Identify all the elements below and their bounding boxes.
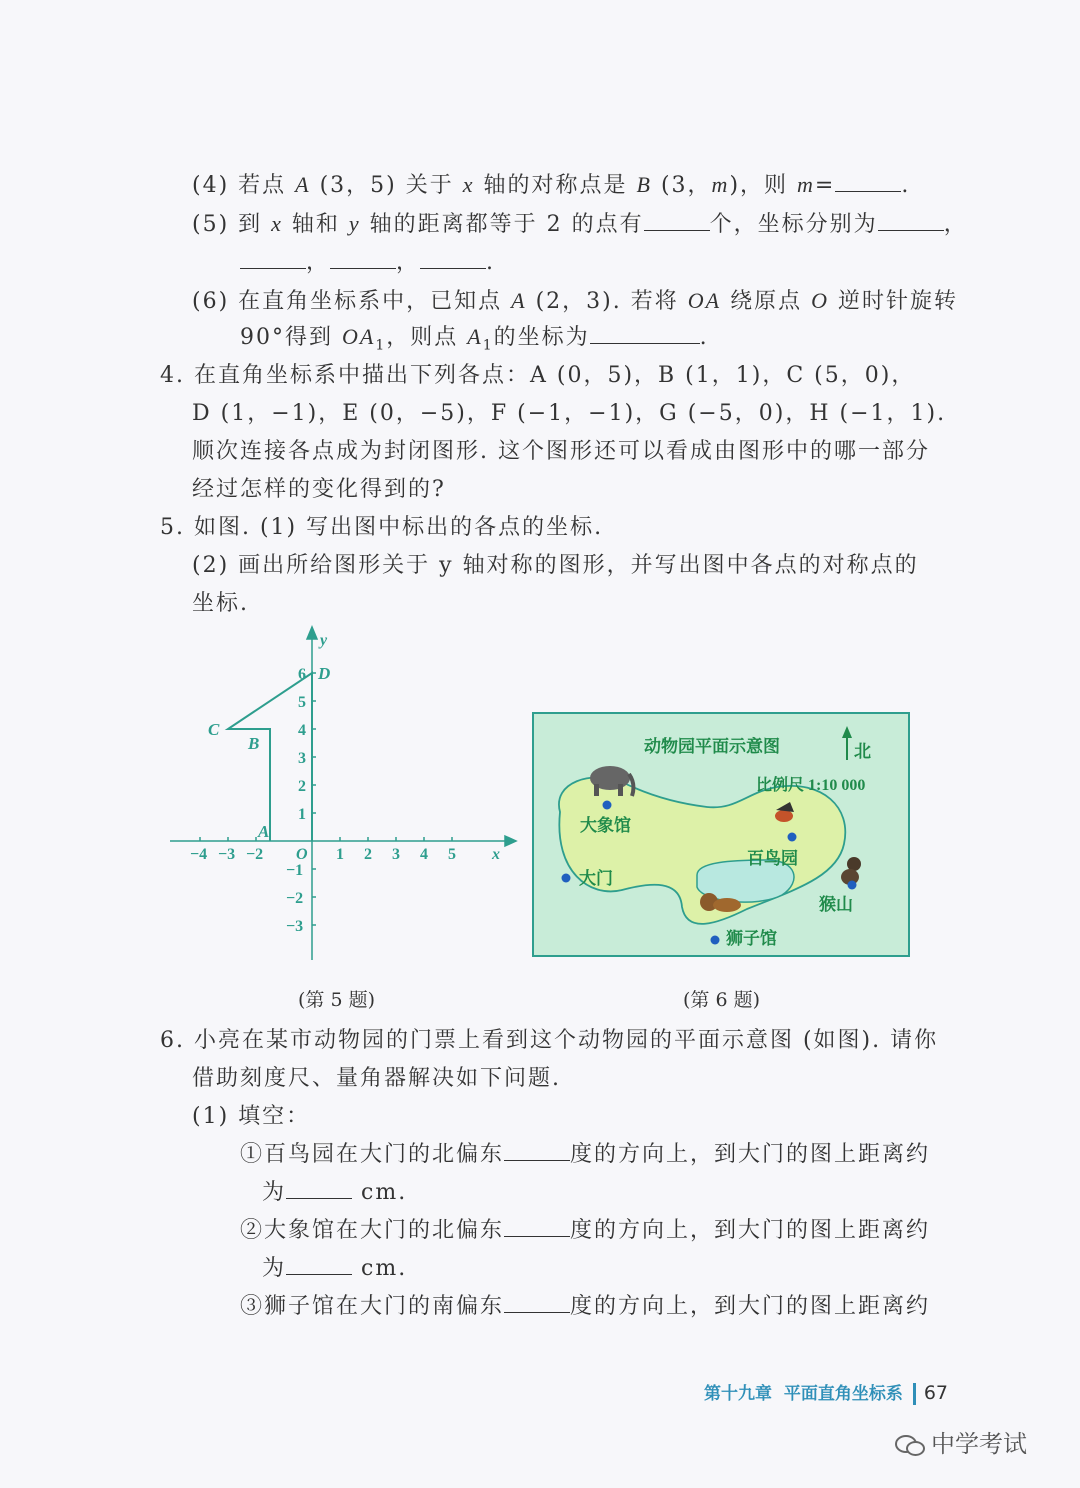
x-tick-label: 1 <box>336 846 344 863</box>
y-axis-label: y <box>320 632 328 649</box>
page-footer <box>704 1379 948 1405</box>
answer-blank[interactable] <box>504 1294 570 1313</box>
lion-house-marker <box>711 936 720 945</box>
tick-labels <box>190 666 456 935</box>
answer-blank[interactable] <box>590 325 700 344</box>
answer-blank[interactable] <box>835 173 901 192</box>
main-gate-label: 大门 <box>579 869 613 888</box>
x-tick-label: −4 <box>190 846 208 863</box>
y-tick-label: 3 <box>298 750 306 767</box>
lion-house-label: 狮子馆 <box>726 929 777 948</box>
answer-blank[interactable] <box>286 1180 352 1199</box>
q5-line2: (2) 画出所给图形关于 y 轴对称的图形，并写出图中各点的对称点的 <box>192 553 919 578</box>
y-tick-label: 6 <box>298 666 306 683</box>
answer-blank[interactable] <box>878 212 944 231</box>
chapter-label: 第十九章 <box>704 1384 772 1404</box>
figure6-caption: (第 6 题) <box>683 989 760 1011</box>
x-tick-label: 5 <box>448 846 456 863</box>
q3-part5: (5) 到 x 轴和 y 轴的距离都等于 2 的点有 个，坐标分别为 ， <box>192 211 968 237</box>
point-label-b: B <box>248 734 260 753</box>
q3-part5-line2: ， ， . <box>240 250 495 276</box>
q6-line2: 借助刻度尺、量角器解决如下问题. <box>192 1066 561 1091</box>
x-axis-arrow <box>505 836 516 846</box>
answer-blank[interactable] <box>240 250 306 269</box>
y-tick-label: 5 <box>298 694 306 711</box>
q6-line3: (1) 填空： <box>192 1104 311 1129</box>
y-tick-label: −3 <box>286 918 304 935</box>
q3-part6: (6) 在直角坐标系中，已知点 A (2，3). 若将 OA 绕原点 O 逆时针旋转 <box>192 288 958 314</box>
y-tick-label: 4 <box>298 722 306 739</box>
monkey-hill-label: 猴山 <box>819 895 853 914</box>
answer-blank[interactable] <box>504 1142 570 1161</box>
x-axis-label: x <box>492 846 500 863</box>
q4-line3: 顺次连接各点成为封闭图形. 这个图形还可以看成由图形中的哪一部分 <box>192 439 930 464</box>
watermark-text: 中学考试 <box>931 1430 1027 1458</box>
watermark <box>895 1424 1027 1459</box>
origin-label: O <box>296 846 308 863</box>
y-tick-label: 2 <box>298 778 306 795</box>
x-tick-label: 3 <box>392 846 400 863</box>
x-tick-label: 4 <box>420 846 428 863</box>
bird-garden-label: 百鸟园 <box>747 849 798 868</box>
q4-line1: 4. 在直角坐标系中描出下列各点：A (0，5)，B (1，1)，C (5，0)， <box>160 363 916 388</box>
elephant-house-marker <box>603 801 612 810</box>
figure5-caption: (第 5 题) <box>298 989 375 1011</box>
y-axis-arrow <box>307 627 317 639</box>
q6-line1: 6. 小亮在某市动物园的门票上看到这个动物园的平面示意图 (如图). 请你 <box>160 1028 939 1053</box>
main-gate-marker <box>562 874 571 883</box>
figure5-coordinate-plane <box>160 625 520 970</box>
x-tick-label: −3 <box>218 846 236 863</box>
x-tick-label: 2 <box>364 846 372 863</box>
q3-part4: (4) 若点 A (3，5) 关于 x 轴的对称点是 B (3，m)，则 m= . <box>192 172 911 198</box>
elephant-house-label: 大象馆 <box>580 816 631 835</box>
footer-divider <box>913 1383 916 1405</box>
x-tick-marks <box>200 673 452 925</box>
point-label-a: A <box>258 822 270 841</box>
q5-line3: 坐标. <box>192 591 249 616</box>
q4-line4: 经过怎样的变化得到的? <box>192 477 446 502</box>
q5-line1: 5. 如图. (1) 写出图中标出的各点的坐标. <box>160 515 604 540</box>
q6-item1-line2: 为 cm. <box>262 1180 408 1205</box>
monkey-hill-marker <box>848 881 857 890</box>
figure6-zoo-map <box>532 712 912 958</box>
answer-blank[interactable] <box>330 250 396 269</box>
x-tick-label: −2 <box>246 846 264 863</box>
answer-blank[interactable] <box>420 250 486 269</box>
answer-blank[interactable] <box>644 212 710 231</box>
y-tick-label: −2 <box>286 890 304 907</box>
q3-part6-line2: 90°得到 $OA_1$，则点 $A_1$的坐标为 . <box>240 324 709 354</box>
scale-label: 比例尺 1:10 000 <box>756 777 866 794</box>
q6-item2-line2: 为 cm. <box>262 1256 408 1281</box>
bird-garden-marker <box>788 833 797 842</box>
point-label-d: D <box>318 664 331 683</box>
north-label: 北 <box>854 742 871 761</box>
wechat-icon <box>895 1435 925 1455</box>
q6-item1: ①百鸟园在大门的北偏东 度的方向上，到大门的图上距离约 <box>240 1142 931 1167</box>
answer-blank[interactable] <box>286 1256 352 1275</box>
y-tick-label: 1 <box>298 806 306 823</box>
q6-item2: ②大象馆在大门的北偏东 度的方向上，到大门的图上距离约 <box>240 1218 931 1243</box>
answer-blank[interactable] <box>504 1218 570 1237</box>
q6-item3: ③狮子馆在大门的南偏东 度的方向上，到大门的图上距离约 <box>240 1294 931 1319</box>
map-title: 动物园平面示意图 <box>644 737 780 756</box>
page-number: 67 <box>923 1382 949 1404</box>
y-tick-label: −1 <box>286 862 304 879</box>
point-label-c: C <box>208 720 220 739</box>
q4-line2: D (1，−1)，E (0，−5)，F (−1，−1)，G (−5，0)，H (−1，1). <box>192 401 947 426</box>
chapter-title: 平面直角坐标系 <box>783 1384 903 1404</box>
